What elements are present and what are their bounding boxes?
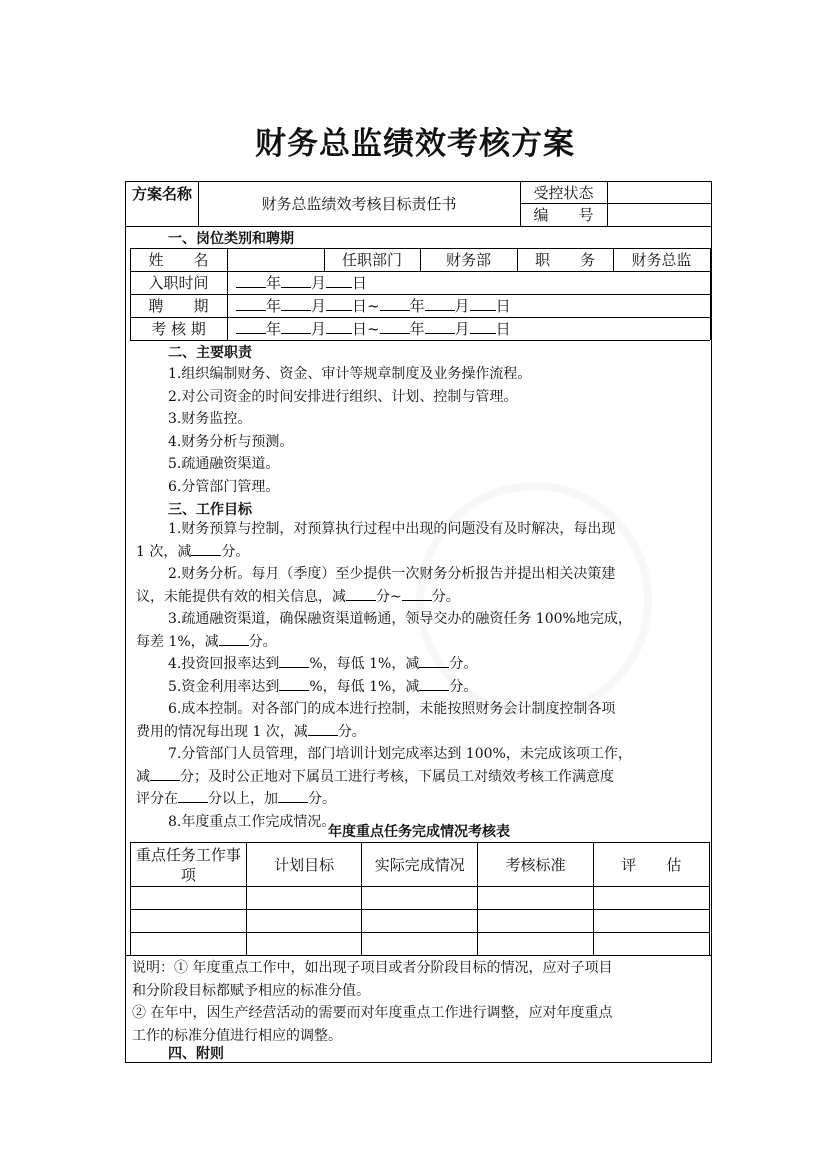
scheme-name-value: 财务总监绩效考核目标责任书 bbox=[261, 195, 457, 213]
blank-field[interactable] bbox=[346, 586, 376, 601]
position-value: 财务总监 bbox=[631, 251, 692, 269]
kpi-table-caption: 年度重点任务完成情况考核表 bbox=[328, 824, 510, 840]
goal-6-line2: 费用的情况每出现 1 次，减 分。 bbox=[136, 721, 708, 744]
goal-7-line3: 评分在 分以上，加 分。 bbox=[136, 788, 708, 811]
table-cell[interactable] bbox=[362, 887, 478, 910]
table-cell[interactable] bbox=[131, 933, 247, 956]
blank-field[interactable] bbox=[419, 653, 449, 668]
note-2-line1: ② 在年中，因生产经营活动的需要而对年度重点工作进行调整，应对年度重点 bbox=[132, 1005, 613, 1021]
blank-field[interactable] bbox=[419, 676, 449, 691]
status-field[interactable] bbox=[608, 183, 712, 202]
blank-field[interactable] bbox=[402, 586, 432, 601]
column-header: 评 估 bbox=[593, 843, 709, 887]
review-period-label: 考 核 期 bbox=[151, 320, 206, 338]
dept-value: 财务部 bbox=[445, 251, 491, 269]
review-date-range[interactable]: 年 月 日~ 年 月 日 bbox=[236, 319, 511, 339]
table-cell[interactable] bbox=[478, 887, 594, 910]
term-label: 聘 期 bbox=[148, 297, 209, 315]
goal-3-line1: 3.疏通融资渠道，确保融资渠道畅通，领导交办的融资任务 100%地完成， bbox=[168, 611, 632, 627]
table-header-row bbox=[131, 843, 710, 887]
kpi-table bbox=[130, 842, 710, 956]
note-1-line2: 和分阶段目标都赋予相应的标准分值。 bbox=[132, 982, 370, 999]
section4-heading: 四、附则 bbox=[168, 1046, 224, 1062]
table-cell[interactable] bbox=[246, 910, 362, 933]
section3-heading: 三、工作目标 bbox=[168, 502, 252, 518]
goal-7-line1: 7.分管部门人员管理，部门培训计划完成率达到 100%，未完成该项工作， bbox=[168, 746, 632, 762]
number-field[interactable] bbox=[608, 205, 712, 225]
notes bbox=[132, 957, 710, 1047]
blank-field[interactable] bbox=[150, 766, 180, 781]
column-header: 实际完成情况 bbox=[362, 843, 478, 887]
blank-field[interactable] bbox=[219, 631, 249, 646]
table-cell[interactable] bbox=[246, 887, 362, 910]
join-date-label: 入职时间 bbox=[148, 274, 209, 292]
table-cell[interactable] bbox=[593, 933, 709, 956]
column-header: 计划目标 bbox=[246, 843, 362, 887]
table-row bbox=[131, 933, 710, 956]
table-cell[interactable] bbox=[593, 887, 709, 910]
blank-field[interactable] bbox=[308, 721, 338, 736]
list-item: 2.对公司资金的时间安排进行组织、计划、控制与管理。 bbox=[168, 388, 518, 405]
list-item: 4.财务分析与预测。 bbox=[168, 433, 294, 450]
table-row bbox=[131, 910, 710, 933]
number-label: 编 号 bbox=[533, 206, 594, 224]
list-item: 6.分管部门管理。 bbox=[168, 478, 280, 495]
duties-list bbox=[136, 363, 708, 498]
page-title: 财务总监绩效考核方案 bbox=[255, 126, 575, 162]
scheme-name-label: 方案名称 bbox=[131, 185, 192, 203]
dept-label: 任职部门 bbox=[341, 251, 402, 269]
document-form bbox=[125, 181, 712, 1063]
goal-1-line1: 1.财务预算与控制，对预算执行过程中出现的问题没有及时解决，每出现 bbox=[168, 521, 616, 537]
note-1-line1: 说明：① 年度重点工作中，如出现子项目或者分阶段目标的情况，应对子项目 bbox=[132, 960, 613, 976]
column-header: 重点任务工作事项 bbox=[131, 843, 247, 887]
table-cell[interactable] bbox=[362, 933, 478, 956]
goal-3-line2: 每差 1%，减 分。 bbox=[136, 631, 708, 654]
status-label: 受控状态 bbox=[533, 184, 594, 202]
goal-6-line1: 6.成本控制。对各部门的成本进行控制，未能按照财务会计制度控制各项 bbox=[168, 701, 616, 717]
name-label: 姓 名 bbox=[148, 251, 209, 269]
section2-heading: 二、主要职责 bbox=[168, 345, 252, 361]
table-cell[interactable] bbox=[478, 910, 594, 933]
blank-field[interactable] bbox=[191, 541, 221, 556]
goal-5: 5.资金利用率达到 %，每低 1%，减 分。 bbox=[136, 676, 708, 699]
list-item: 5.疏通融资渠道。 bbox=[168, 456, 280, 472]
section1-heading: 一、岗位类别和聘期 bbox=[168, 231, 294, 247]
goal-2-line1: 2.财务分析。每月（季度）至少提供一次财务分析报告并提出相关决策建 bbox=[168, 566, 616, 582]
table-cell[interactable] bbox=[246, 933, 362, 956]
name-field[interactable] bbox=[228, 249, 324, 271]
table-cell[interactable] bbox=[593, 910, 709, 933]
position-label: 职 务 bbox=[534, 251, 595, 269]
column-header: 考核标准 bbox=[478, 843, 594, 887]
blank-field[interactable] bbox=[279, 653, 309, 668]
table-cell[interactable] bbox=[131, 887, 247, 910]
table-cell[interactable] bbox=[478, 933, 594, 956]
table-row bbox=[131, 887, 710, 910]
blank-field[interactable] bbox=[279, 676, 309, 691]
blank-field[interactable] bbox=[178, 788, 208, 803]
goals-text bbox=[136, 518, 708, 833]
table-cell[interactable] bbox=[362, 910, 478, 933]
goal-2-line2: 议，未能提供有效的相关信息，减 分~ 分。 bbox=[136, 586, 708, 609]
blank-field[interactable] bbox=[278, 788, 308, 803]
goal-8: 8.年度重点工作完成情况。 bbox=[168, 813, 336, 830]
goal-1-line2: 1 次，减 分。 bbox=[136, 541, 708, 564]
table-cell[interactable] bbox=[131, 910, 247, 933]
term-date-range[interactable]: 年 月 日~ 年 月 日 bbox=[236, 296, 511, 316]
goal-4: 4.投资回报率达到 %，每低 1%，减 分。 bbox=[136, 653, 708, 676]
join-date-field[interactable]: 年 月 日 bbox=[236, 273, 367, 293]
note-2-line2: 工作的标准分值进行相应的调整。 bbox=[132, 1027, 342, 1044]
goal-7-line2: 减 分；及时公正地对下属员工进行考核，下属员工对绩效考核工作满意度 bbox=[136, 766, 708, 789]
list-item: 1.组织编制财务、资金、审计等规章制度及业务操作流程。 bbox=[168, 366, 532, 382]
list-item: 3.财务监控。 bbox=[168, 411, 252, 427]
